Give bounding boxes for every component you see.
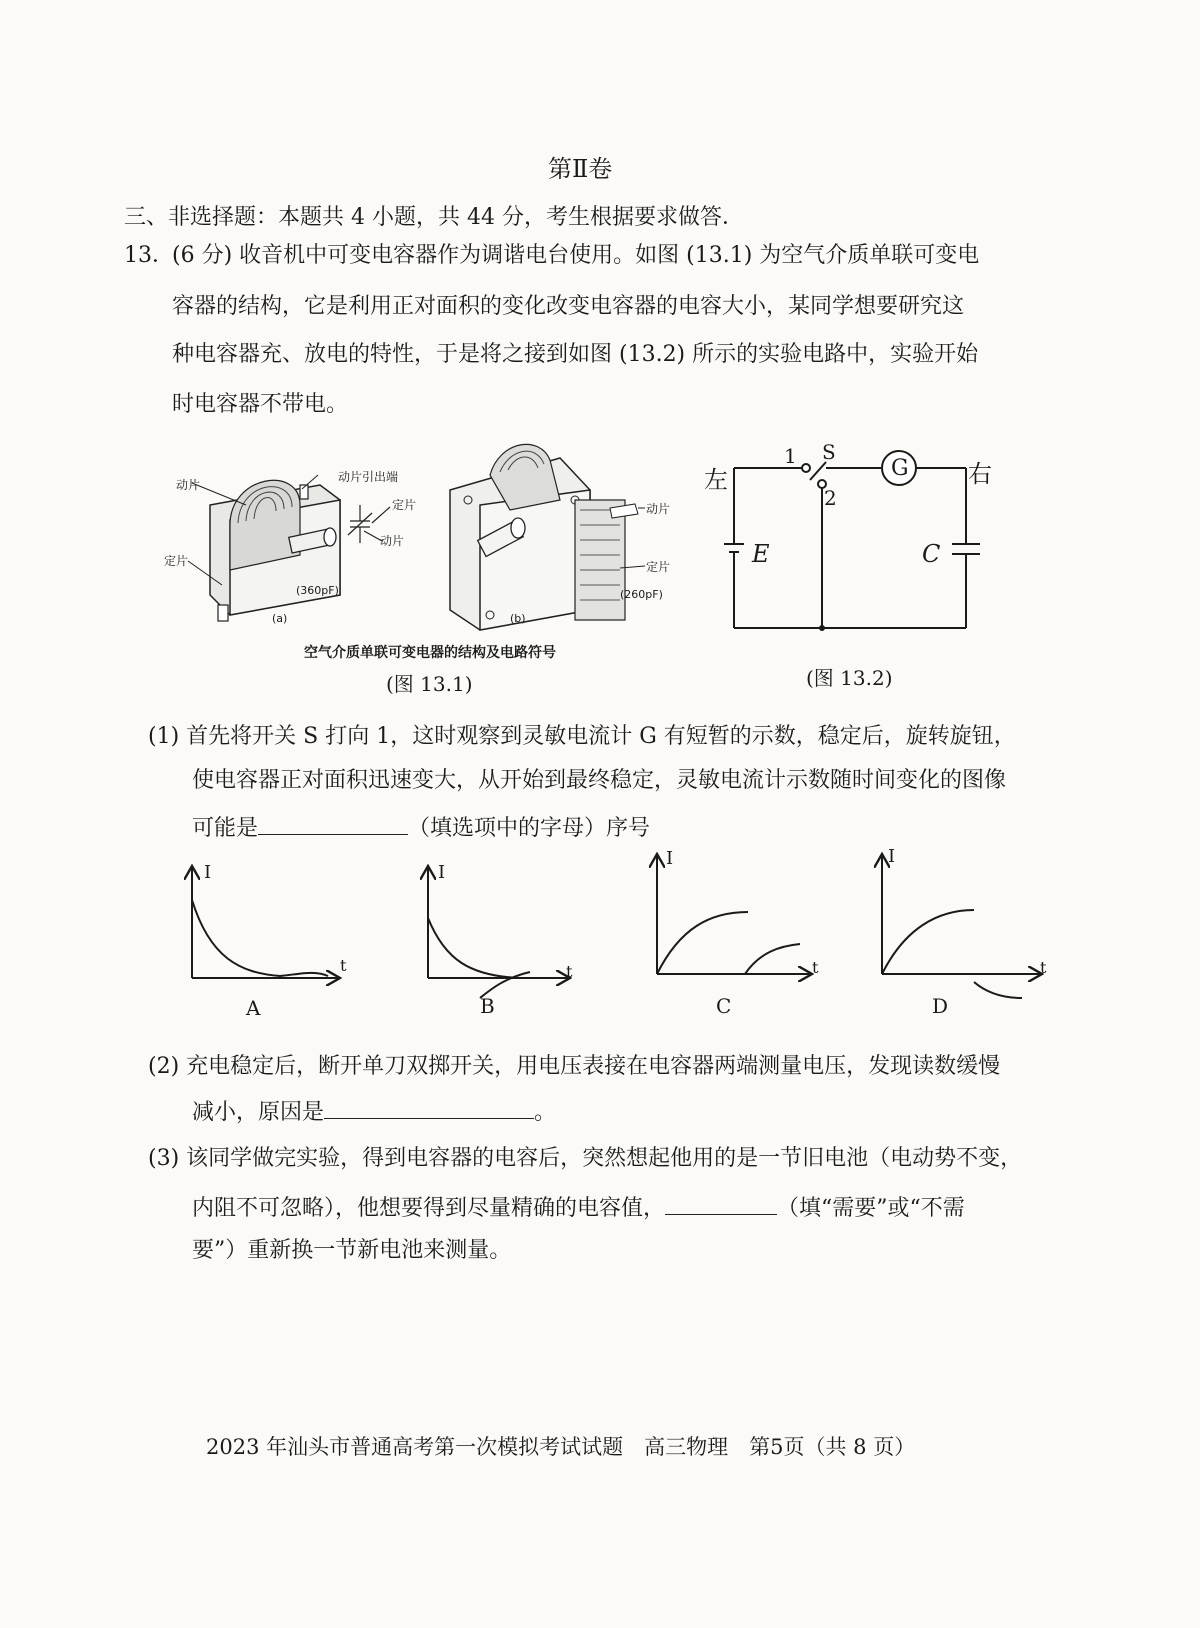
part1-line-3 — [192, 812, 650, 844]
graph-a-y-label: I — [204, 862, 212, 883]
graph-b-y-label: I — [438, 862, 446, 883]
switch-pos-2: 2 — [824, 486, 837, 510]
question-line-3: 种电容器充、放电的特性，于是将之接到如图 (13.2) 所示的实验电路中，实验开始 — [172, 342, 979, 367]
capacitance-a: (360pF) — [296, 584, 339, 597]
part3-line-3: 要”）重新换一节新电池来测量。 — [192, 1238, 512, 1263]
part1-line-2: 使电容器正对面积迅速变大，从开始到最终稳定，灵敏电流计示数随时间变化的图像 — [192, 768, 1007, 793]
graph-c-x-label: t — [812, 958, 819, 977]
answer-blank-1[interactable] — [258, 812, 408, 835]
option-a: A — [246, 996, 261, 1020]
figure-13-1-b — [440, 430, 700, 640]
figure-13-1-caption: (图 13.1) — [386, 672, 473, 696]
part2-line2-before: 减小，原因是 — [192, 1100, 325, 1125]
label-symbol-fixed: 定片 — [392, 498, 417, 512]
label-moving-plate-a: 动片 — [176, 478, 201, 492]
question-line-1: (6 分) 收音机中可变电容器作为调谐电台使用。如图 (13.1) 为空气介质单联可变电 — [172, 243, 980, 268]
section-title: 第Ⅱ卷 — [548, 155, 613, 183]
figure-13-2-circuit — [700, 440, 1000, 640]
figure-13-1-caption-bold: 空气介质单联可变电器的结构及电路符号 — [304, 645, 556, 661]
battery-label: E — [752, 540, 770, 568]
galvanometer-label: G — [891, 456, 909, 481]
page-footer: 2023 年汕头市普通高考第一次模拟考试试题 高三物理 第5页（共 8 页） — [206, 1435, 916, 1459]
part2-line-1: (2) 充电稳定后，断开单刀双掷开关，用电压表接在电容器两端测量电压，发现读数缓慢 — [148, 1054, 1001, 1079]
graph-a-x-label: t — [340, 956, 347, 975]
graph-a — [192, 868, 338, 978]
part1-line3-after: （填选项中的字母）序号 — [408, 816, 651, 841]
question-number: 13． — [124, 243, 174, 268]
question-line-4: 时电容器不带电。 — [172, 392, 349, 417]
label-right: 右 — [968, 460, 992, 488]
label-left: 左 — [704, 466, 728, 494]
option-d: D — [932, 994, 949, 1018]
part3-line-1: (3) 该同学做完实验，得到电容器的电容后，突然想起他用的是一节旧电池（电动势不变， — [148, 1146, 1023, 1171]
label-moving-lead-a: 动片引出端 — [338, 470, 399, 484]
part1-line-1: (1) 首先将开关 S 打向 1，这时观察到灵敏电流计 G 有短暂的示数，稳定后，旋转旋钮， — [148, 724, 1016, 749]
switch-label: S — [822, 440, 836, 464]
switch-pos-1: 1 — [784, 444, 797, 468]
question-line-2: 容器的结构，它是利用正对面积的变化改变电容器的电容大小，某同学想要研究这 — [172, 294, 965, 319]
part3-line-2 — [192, 1192, 965, 1224]
option-c: C — [716, 994, 732, 1018]
sub-label-a: (a) — [272, 612, 288, 625]
option-b: B — [480, 994, 495, 1018]
part1-line3-before: 可能是 — [192, 816, 259, 841]
capacitor-label: C — [922, 540, 941, 568]
graph-c-y-label: I — [666, 848, 674, 869]
graph-b — [428, 868, 568, 998]
figure-13-2-caption: (图 13.2) — [806, 666, 893, 690]
option-graphs — [160, 848, 1060, 1028]
label-moving-plate-b: 动片 — [646, 502, 671, 516]
answer-blank-3[interactable] — [665, 1192, 777, 1215]
label-fixed-plate-b: 定片 — [646, 560, 671, 574]
graph-c — [657, 856, 810, 974]
part3-line2-after: （填“需要”或“不需 — [777, 1196, 965, 1221]
part2-line-2 — [192, 1096, 556, 1128]
capacitance-b: (260pF) — [620, 588, 663, 601]
graph-d — [882, 856, 1040, 998]
sub-label-b: (b) — [510, 612, 526, 625]
part2-line2-after: 。 — [534, 1100, 557, 1125]
graph-d-y-label: I — [888, 846, 896, 867]
graph-d-x-label: t — [1040, 958, 1047, 977]
part-heading: 三、非选择题：本题共 4 小题，共 44 分，考生根据要求做答． — [124, 205, 744, 230]
label-fixed-plate-a: 定片 — [164, 554, 189, 568]
graph-b-x-label: t — [566, 962, 573, 981]
label-symbol-moving: 动片 — [380, 534, 405, 548]
answer-blank-2[interactable] — [324, 1096, 534, 1119]
part3-line2-before: 内阻不可忽略），他想要得到尽量精确的电容值， — [192, 1196, 666, 1221]
